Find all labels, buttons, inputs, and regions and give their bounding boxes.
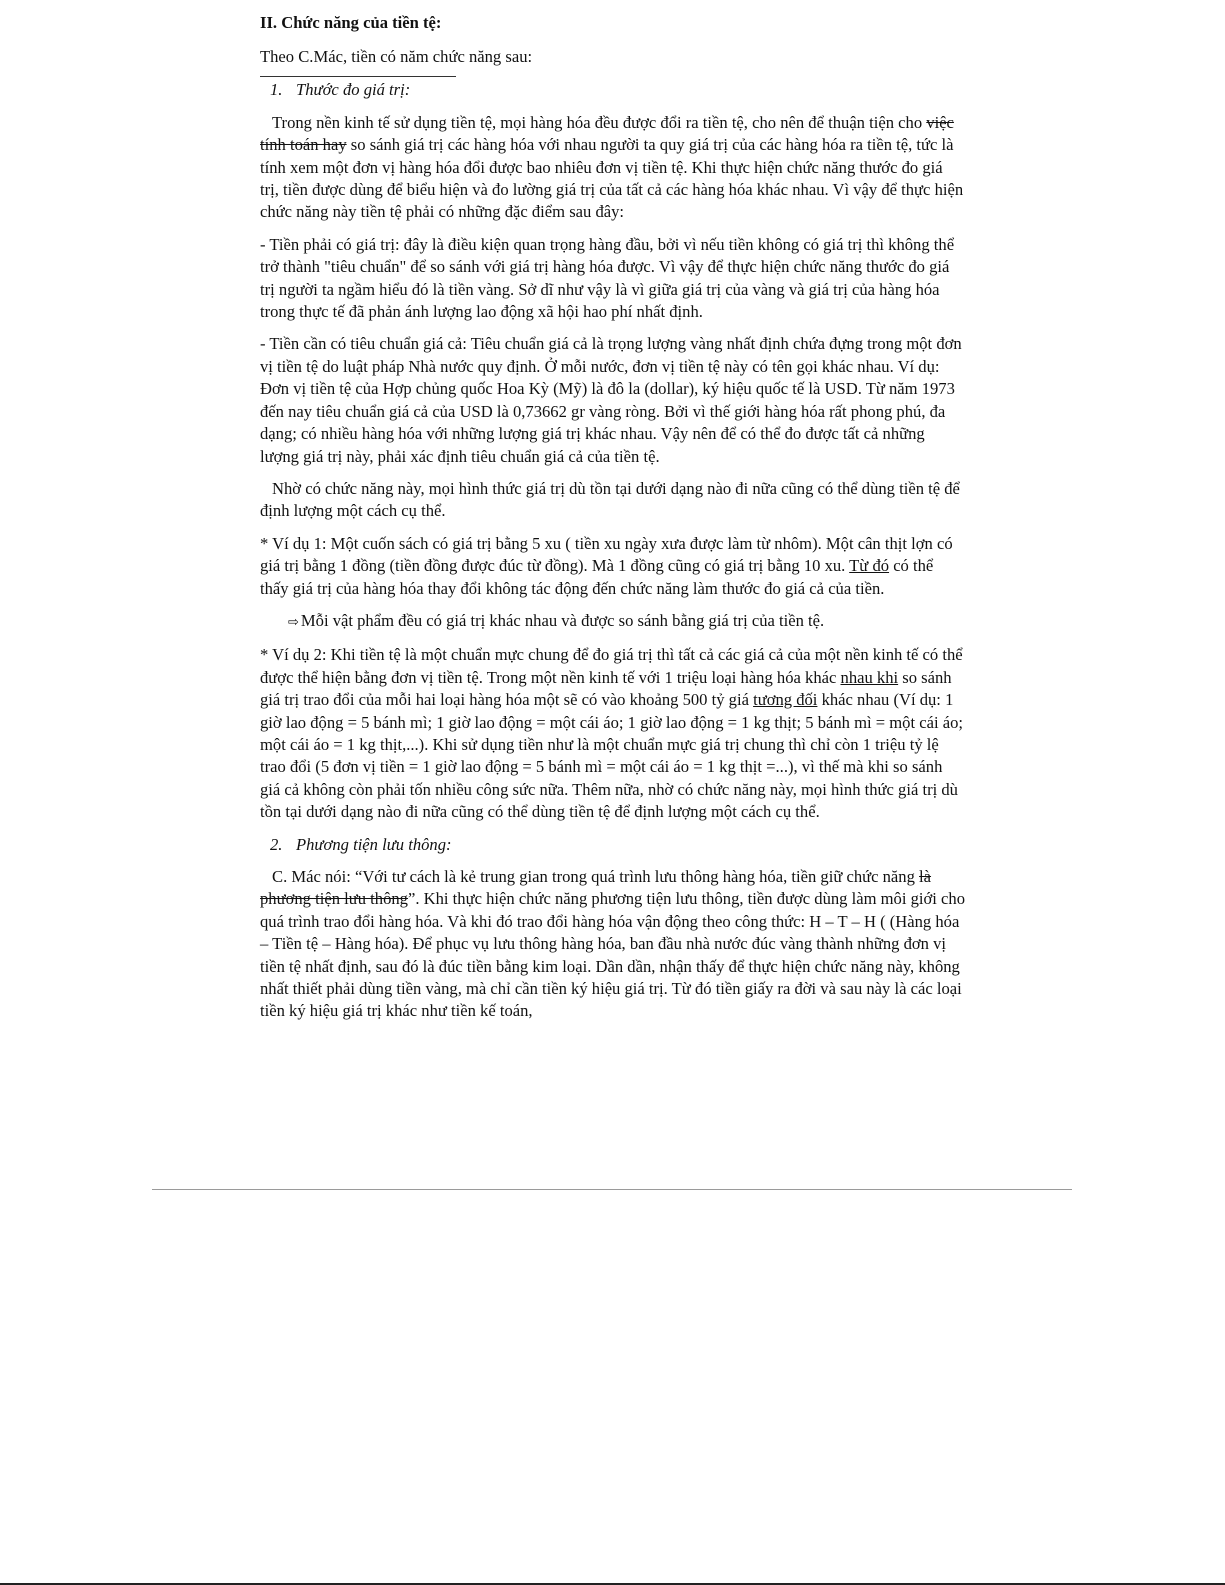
text-run: ”. Khi thực hiện chức năng phương tiện lưu thông, tiền được dùng làm môi giới cho quá trình trao đổi hàng hóa. Và khi đó trao đổi hàng hóa vận động theo công thức: H – T – H ( (Hàng hóa – Tiền tệ – Hàng hóa). Để phục vụ lưu thông hàng hóa, ban đầu nhà nước đúc vàng thành những đơn vị tiền tệ nhất định, sau đó là đúc tiền bằng kim loại. Dần dần, nhận thấy để thực hiện chức năng này, không nhất thiết phải dùng tiền vàng, mà chỉ cần tiền ký hiệu giá trị. Từ đó tiền giấy ra đời và sau này là các loại tiền ký hiệu giá trị khác như tiền kế toán, <box>260 889 966 1021</box>
text-run: C. Mác nói: “Với tư cách là kẻ trung gian trong quá trình lưu thông hàng hóa, tiền giữ chức năng <box>272 867 920 886</box>
subheading-title: Thước đo giá trị: <box>296 80 411 100</box>
struck-text: là phương tiện lưu thông <box>260 867 932 909</box>
struck-text: việc tính toán hay <box>260 112 954 155</box>
right-arrow-icon: ⇨ <box>288 614 299 630</box>
paragraph-medium-of-exchange <box>260 866 965 1023</box>
subheading-number: 2. <box>270 834 283 854</box>
section-heading: II. Chức năng của tiền tệ: <box>260 13 442 32</box>
paragraph-money-has-value: - Tiền phải có giá trị: đây là điều kiện quan trọng hàng đầu, bởi vì nếu tiền không có giá trị thì không thể trở thành "tiêu chuẩn" để so sánh với giá trị hàng hóa được. Vì vậy để thực hiện chức năng thước đo giá trị người ta ngầm hiểu đó là tiền vàng. Sở dĩ như vậy là vì giữa giá trị của vàng và giá trị của hàng hóa trong thực tế đã phản ánh lượng lao động xã hội hao phí nhất định. <box>260 234 955 322</box>
conclusion-text: Mỗi vật phẩm đều có giá trị khác nhau và được so sánh bằng giá trị của tiền tệ. <box>300 610 825 630</box>
paragraph-example-2 <box>260 644 965 823</box>
text-run: so sánh giá trị các hàng hóa với nhau người ta quy giá trị của các hàng hóa ra tiền tệ, tức là tính xem một đơn vị hàng hóa đổi được bao nhiêu đơn vị tiền tệ. Khi thực hiện chức năng thước đo giá trị, tiền được dùng để biểu hiện và đo lường giá trị của tất cả các hàng hóa khác nhau. Vì vậy để thực hiện chức năng này tiền tệ phải có những đặc điểm sau đây: <box>260 135 964 222</box>
text-run: * Ví dụ 1: Một cuốn sách có giá trị bằng 5 xu ( tiền xu ngày xưa được làm từ nhôm). Một cân thịt lợn có giá trị bằng 1 đồng (tiền đồng được đúc từ đồng). Mà 1 đồng cũng có giá trị bằng 10 xu. <box>260 533 953 576</box>
paragraph-quantify: Nhờ có chức năng này, mọi hình thức giá trị dù tồn tại dưới dạng nào đi nữa cũng có thể dùng tiền tệ để định lượng một cách cụ thể. <box>260 478 960 521</box>
document-page <box>260 10 965 1033</box>
underlined-text: Từ đó <box>849 556 890 576</box>
intro-paragraph: Theo C.Mác, tiền có năm chức năng sau: <box>260 47 533 66</box>
subheading-measure-of-value <box>270 79 965 101</box>
subheading-title: Phương tiện lưu thông: <box>296 834 452 854</box>
underlined-text: tương đối <box>753 690 818 710</box>
page-break-rule <box>152 1189 1072 1190</box>
text-run: so sánh giá trị trao đổi của mỗi hai loại hàng hóa một sẽ có vào khoảng 500 tỷ giá <box>260 667 952 710</box>
underlined-text: nhau khi <box>840 667 899 687</box>
text-run: có thể thấy giá trị của hàng hóa thay đổi không tác động đến chức năng làm thước đo giá cả của tiền. <box>260 556 934 598</box>
text-run: khác nhau (Ví dụ: 1 giờ lao động = 5 bánh mì; 1 giờ lao động = một cái áo; 1 giờ lao động = 1 kg thịt; 5 bánh mì = một cái áo; một cái áo = 1 kg thịt,...). Khi sử dụng tiền như là một chuẩn mực giá trị chung thì chỉ còn 1 triệu tỷ lệ trao đổi (5 đơn vị tiền = 1 giờ lao động = 5 bánh mì = một cái áo = 1 kg thịt =...), vì thế mà khi so sánh giá cả không còn phải tốn nhiều công sức nữa. Thêm nữa, nhờ có chức năng này, mọi hình thức giá trị dù tồn tại dưới dạng nào đi nữa cũng có thể dùng tiền tệ để định lượng một cách cụ thể. <box>260 690 963 822</box>
subheading-number: 1. <box>270 80 283 100</box>
conclusion-line <box>288 610 965 634</box>
subheading-medium-of-exchange <box>270 834 965 856</box>
text-run: * Ví dụ 2: Khi tiền tệ là một chuẩn mực chung để đo giá trị thì tất cả các giá cả của một nền kinh tế có thể được thể hiện bằng đơn vị tiền tệ. Trong một nền kinh tế với 1 triệu loại hàng hóa khác <box>260 645 963 687</box>
short-rule <box>260 76 456 77</box>
paragraph-price-standard: - Tiền cần có tiêu chuẩn giá cả: Tiêu chuẩn giá cả là trọng lượng vàng nhất định chứa đựng trong một đơn vị tiền tệ do luật pháp Nhà nước quy định. Ở mỗi nước, đơn vị tiền tệ này có tên gọi khác nhau. Ví dụ: Đơn vị tiền tệ của Hợp chủng quốc Hoa Kỳ (Mỹ) là đô la (dollar), ký hiệu quốc tế là USD. Từ năm 1973 đến nay tiêu chuẩn giá cả của USD là 0,73662 gr vàng ròng. Bởi vì thế giới hàng hóa rất phong phú, đa dạng; có nhiều hàng hóa với những lượng giá trị khác nhau. Vậy nên để có thể đo được tất cả những lượng giá trị này, phải xác định tiêu chuẩn giá cả của tiền tệ. <box>260 334 962 466</box>
text-run: Trong nền kinh tế sử dụng tiền tệ, mọi hàng hóa đều được đổi ra tiền tệ, cho nên để thuận tiện cho <box>272 112 927 132</box>
paragraph-measure-intro <box>260 112 965 224</box>
paragraph-example-1 <box>260 533 965 600</box>
